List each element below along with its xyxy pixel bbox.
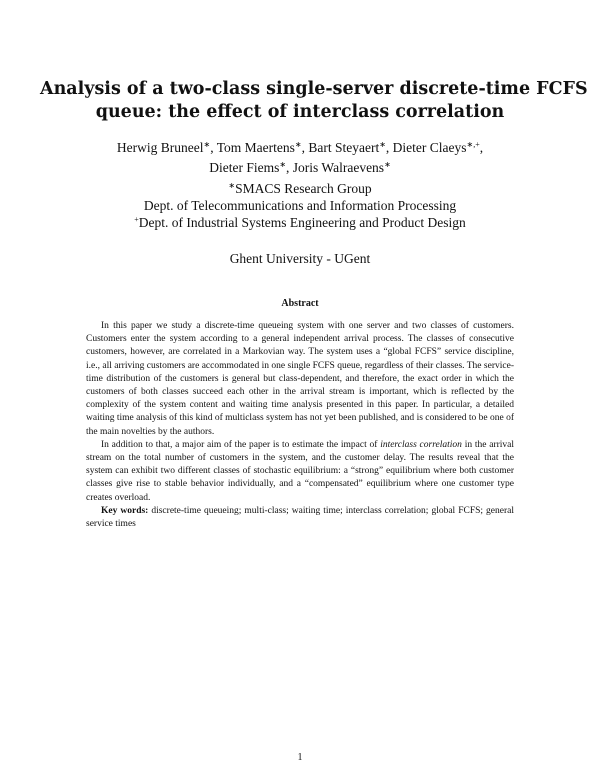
affiliation-marker: ∗ [228, 181, 236, 190]
author-line-1: Herwig Bruneel∗, Tom Maertens∗, Bart Steyaert∗, Dieter Claeys∗,+, [116, 140, 484, 155]
affiliation-group: ∗SMACS Research Group [228, 181, 372, 196]
author-marker: ∗ [279, 160, 287, 169]
author-marker: ∗ [203, 140, 211, 149]
author-name: Dieter Fiems [209, 160, 280, 175]
author-name: Tom Maertens [216, 140, 295, 155]
author-marker: ∗ [379, 140, 386, 149]
author-list [40, 138, 560, 178]
author-marker: ∗ [294, 140, 302, 149]
affiliation-dept-2: +Dept. of Industrial Systems Engineering and Product Design [134, 215, 466, 230]
author-name: Joris Walraevens [292, 160, 385, 175]
keywords-list: discrete-time queueing; multi-class; waiting time; interclass correlation; global FCFS; general service times [86, 505, 514, 530]
abstract-paragraph-1: In this paper we study a discrete-time queueing system with one server and two classes of customers. Customers enter the system according to a general independent arrival process. The classes of consecutive customers, however, are correlated in a Markovian way. The system uses a “global FCFS” service discipline, i.e., all arriving customers are accommodated in one single FCFS queue, regardless of their classes. The service-time distribution of the customers is general but class-dependent, and therefore, the exact order in which the customers of both classes succeed each other in the arrival stream is important, which is reflected by the complexity of the system content and waiting time analysis presented in this paper. In particular, a detailed waiting time analysis of this kind of multiclass system has not yet been published, and is considered to be one of the main novelties by the authors. [86, 321, 514, 437]
paper-title [40, 78, 588, 124]
abstract-body [86, 320, 514, 531]
university: Ghent University - UGent [229, 251, 371, 266]
author-marker: ∗,+ [466, 140, 480, 149]
abstract-heading: Abstract [281, 298, 319, 309]
author-line-2: Dieter Fiems∗, Joris Walraevens∗ [209, 160, 391, 175]
affiliations [40, 180, 560, 231]
title-line-2: queue: the effect of interclass correlation [95, 102, 505, 122]
title-line-1: Analysis of a two-class single-server discrete-time FCFS [40, 79, 588, 99]
abstract-paragraph-2: In addition to that, a major aim of the paper is to estimate the impact of interclass correlation in the arrival stream on the total number of customers in the system, and the customer delay. The results reveal that the system can exhibit two different classes of stochastic equilibrium: a “strong” equilibrium where both customer classes give rise to stable behavior individually, and a “compensated” equilibrium where one customer type creates overload. [86, 439, 514, 503]
affiliation-dept-1: Dept. of Telecommunications and Information Processing [143, 198, 457, 213]
author-name: Herwig Bruneel [116, 140, 204, 155]
author-name: Bart Steyaert [308, 140, 380, 155]
keywords-label: Key words: [101, 505, 149, 516]
emphasis-text: interclass correlation [380, 439, 462, 450]
page-number: 1 [297, 752, 303, 763]
author-name: Dieter Claeys [392, 140, 467, 155]
keywords [86, 505, 514, 531]
author-marker: ∗ [384, 160, 391, 169]
affiliation-marker: + [134, 215, 139, 224]
